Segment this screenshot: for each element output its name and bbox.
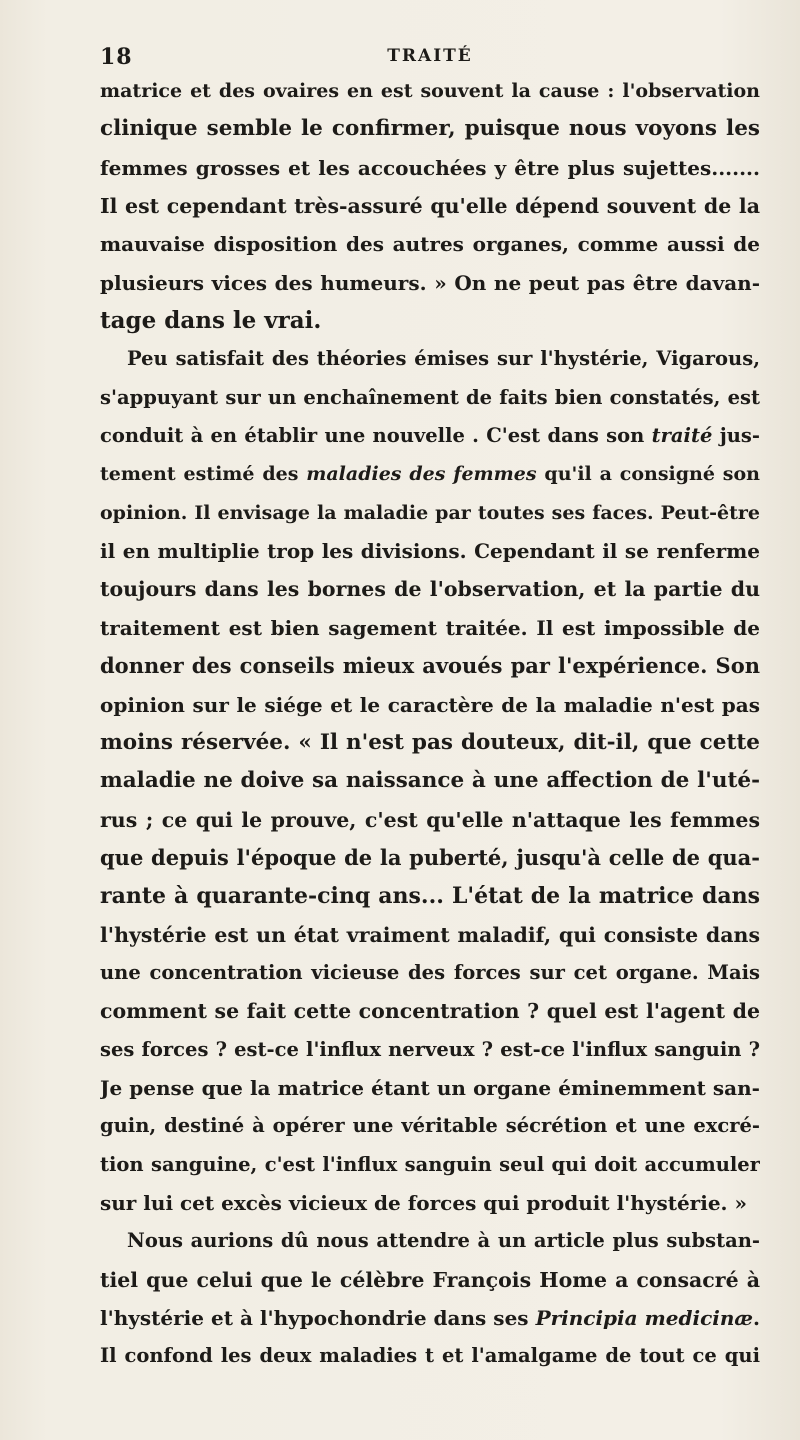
text-segment: tement estimé des <box>100 463 307 486</box>
italic-title: maladies des femmes <box>306 463 537 486</box>
text-line: Il confond les deux maladies t et l'amalgame de tout ce qui <box>100 1344 760 1368</box>
running-head: TRAITÉ <box>387 46 473 66</box>
text-line: Nous aurions dû nous attendre à un article plus substan- <box>127 1229 760 1253</box>
text-line: clinique semble le confirmer, puisque nous voyons les <box>100 116 760 142</box>
text-line <box>100 1299 760 1337</box>
text-line: donner des conseils mieux avoués par l'expérience. Son <box>100 653 760 679</box>
text-line: tage dans le vrai. <box>100 307 322 335</box>
text-line: rus ; ce qui le prouve, c'est qu'elle n'attaque les femmes <box>100 807 760 832</box>
text-line: s'appuyant sur un enchaînement de faits bien constatés, est <box>100 385 760 409</box>
text-segment: conduit à en établir une nouvelle . C'est dans son <box>100 424 652 448</box>
text-segment: jus- <box>712 424 760 448</box>
text-line: sur lui cet excès vicieux de forces qui produit l'hystérie. » <box>100 1190 747 1215</box>
text-line: maladie ne doive sa naissance à une affection de l'uté- <box>100 768 760 794</box>
text-line: il en multiplie trop les divisions. Cependant il se renferme <box>100 539 760 564</box>
text-line: matrice et des ovaires en est souvent la cause : l'observation <box>100 80 760 102</box>
text-line: guin, destiné à opérer une véritable sécrétion et une excré- <box>100 1114 760 1138</box>
text-line: traitement est bien sagement traitée. Il est impossible de <box>100 615 760 640</box>
text-segment: . <box>753 1306 760 1330</box>
text-line: Peu satisfait des théories émises sur l'hystérie, Vigarous, <box>127 347 760 371</box>
text-line: tion sanguine, c'est l'influx sanguin seul qui doit accumuler <box>100 1152 760 1176</box>
text-line: que depuis l'époque de la puberté, jusqu'à celle de qua- <box>100 844 760 870</box>
text-line: l'hystérie est un état vraiment maladif, qui consiste dans <box>100 922 760 947</box>
text-line: Il est cependant très-assuré qu'elle dépend souvent de la <box>100 194 760 219</box>
text-segment: l'hystérie et à l'hypochondrie dans ses <box>100 1306 536 1330</box>
text-line: opinion. Il envisage la maladie par toutes ses faces. Peut-être <box>100 501 760 524</box>
text-line <box>100 417 760 455</box>
italic-title: Principia medicinæ <box>535 1306 754 1330</box>
page-number: 18 <box>100 44 133 70</box>
text-line: ses forces ? est-ce l'influx nerveux ? est-ce l'influx sanguin ? <box>100 1037 760 1061</box>
text-line: une concentration vicieuse des forces sur cet organe. Mais <box>100 960 760 984</box>
text-line: Je pense que la matrice étant un organe éminemment san- <box>100 1075 760 1100</box>
italic-title: traité <box>651 424 713 448</box>
page-header <box>100 44 760 74</box>
body-text <box>100 72 760 1376</box>
text-line: moins réservée. « Il n'est pas douteux, dit-il, que cette <box>100 729 760 755</box>
text-segment: qu'il a consigné son <box>536 463 760 486</box>
text-line: rante à quarante-cinq ans... L'état de la matrice dans <box>100 883 760 910</box>
text-line: plusieurs vices des humeurs. » On ne peut pas être davan- <box>100 270 760 295</box>
text-line: femmes grosses et les accouchées y être plus sujettes....... <box>100 155 760 180</box>
text-line: tiel que celui que le célèbre François Home a consacré à <box>100 1267 760 1292</box>
text-line: comment se fait cette concentration ? quel est l'agent de <box>100 999 760 1024</box>
text-line: mauvaise disposition des autres organes, comme aussi de <box>100 232 760 257</box>
text-line: toujours dans les bornes de l'observation, et la partie du <box>100 577 760 602</box>
text-line: opinion sur le siége et le caractère de la maladie n'est pas <box>100 692 760 717</box>
text-line <box>100 455 760 493</box>
